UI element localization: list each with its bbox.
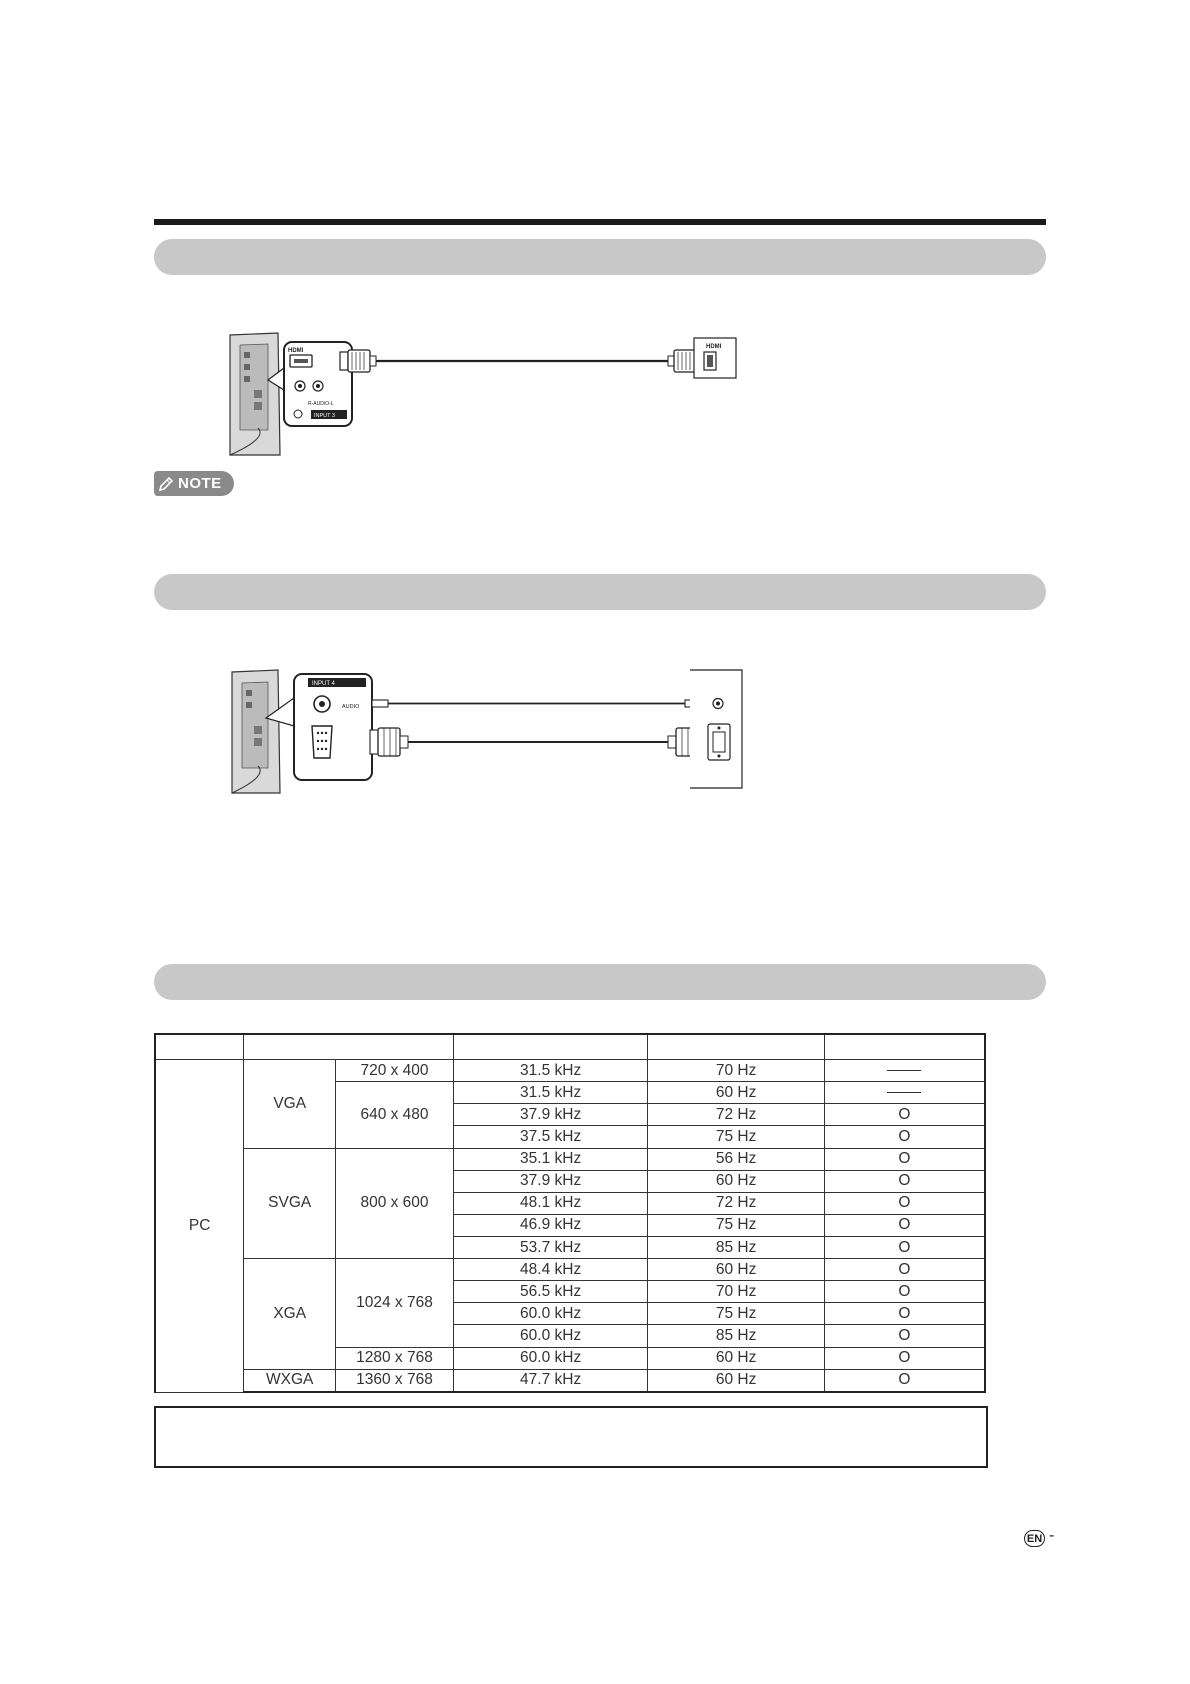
hdmi-connection-diagram [228, 330, 748, 460]
resolution-cell: 640 x 480 [336, 1082, 454, 1148]
heading-rule [154, 219, 1046, 225]
mark-cell: O [824, 1325, 985, 1347]
mark-cell [824, 1060, 985, 1082]
v-freq-cell: 85 Hz [648, 1325, 825, 1347]
h-freq-cell: 46.9 kHz [453, 1214, 647, 1236]
v-freq-cell: 75 Hz [648, 1303, 825, 1325]
h-freq-cell: 37.9 kHz [453, 1170, 647, 1192]
v-freq-cell: 72 Hz [648, 1192, 825, 1214]
tv-input4-label: INPUT 4 [312, 681, 335, 687]
not-supported-dash [887, 1070, 921, 1071]
h-freq-cell: 31.5 kHz [453, 1060, 647, 1082]
mark-cell: O [824, 1214, 985, 1236]
mark-cell: O [824, 1347, 985, 1369]
mark-cell: O [824, 1126, 985, 1148]
resolution-cell: 720 x 400 [336, 1060, 454, 1082]
tv-input-label: INPUT 3 [314, 413, 335, 419]
tv-back-panel [230, 333, 280, 455]
mark-cell: O [824, 1259, 985, 1281]
h-freq-cell: 60.0 kHz [453, 1303, 647, 1325]
header-cell [453, 1034, 647, 1060]
v-freq-cell: 85 Hz [648, 1237, 825, 1259]
h-freq-cell: 31.5 kHz [453, 1082, 647, 1104]
resolution-cell: 1360 x 768 [336, 1369, 454, 1392]
table-row [155, 1259, 985, 1281]
mark-cell: O [824, 1369, 985, 1392]
v-freq-cell: 70 Hz [648, 1281, 825, 1303]
resolution-cell: 1024 x 768 [336, 1259, 454, 1347]
v-freq-cell: 70 Hz [648, 1060, 825, 1082]
signal-cell: WXGA [244, 1369, 336, 1392]
table-row [155, 1060, 985, 1082]
v-freq-cell: 75 Hz [648, 1126, 825, 1148]
h-freq-cell: 60.0 kHz [453, 1325, 647, 1347]
table-header-row [155, 1034, 985, 1060]
h-freq-cell: 60.0 kHz [453, 1347, 647, 1369]
signal-cell: XGA [244, 1259, 336, 1370]
signal-cell: SVGA [244, 1148, 336, 1259]
v-freq-cell: 60 Hz [648, 1170, 825, 1192]
v-freq-cell: 60 Hz [648, 1259, 825, 1281]
mark-cell: O [824, 1281, 985, 1303]
pc-connection-diagram [230, 668, 750, 798]
v-freq-cell: 60 Hz [648, 1082, 825, 1104]
v-freq-cell: 75 Hz [648, 1214, 825, 1236]
page-number-suffix: - [1049, 1527, 1055, 1544]
tv-audio-label: R-AUDIO-L [308, 401, 334, 407]
mark-cell: O [824, 1104, 985, 1126]
v-freq-cell: 60 Hz [648, 1369, 825, 1392]
hdmi-plug-tv-side [340, 350, 376, 372]
mark-cell: O [824, 1148, 985, 1170]
pc-device-panel [690, 670, 742, 788]
tv-audio-label-pc: AUDIO [342, 704, 360, 710]
tv-hdmi-label: HDMI [288, 348, 304, 354]
language-badge: EN [1024, 1530, 1045, 1547]
hdmi-plug-device-side [668, 350, 696, 372]
header-cell [155, 1034, 244, 1060]
v-freq-cell: 60 Hz [648, 1347, 825, 1369]
h-freq-cell: 56.5 kHz [453, 1281, 647, 1303]
mark-cell: O [824, 1303, 985, 1325]
audio-cable [372, 700, 710, 707]
not-supported-dash [887, 1092, 921, 1093]
h-freq-cell: 47.7 kHz [453, 1369, 647, 1392]
section-band-pc-table [154, 964, 1046, 1000]
table-footnote-box [154, 1406, 988, 1468]
header-cell [244, 1034, 454, 1060]
tv-back-panel-pc [232, 670, 280, 793]
hdmi-device-panel [694, 338, 736, 378]
signal-cell: VGA [244, 1060, 336, 1148]
mark-cell [824, 1082, 985, 1104]
tv-pc-port-zoom-panel [294, 674, 372, 780]
mark-cell: O [824, 1170, 985, 1192]
vga-cable [370, 728, 698, 756]
v-freq-cell: 72 Hz [648, 1104, 825, 1126]
section-band-pc [154, 574, 1046, 610]
pencil-icon [154, 471, 178, 496]
h-freq-cell: 53.7 kHz [453, 1237, 647, 1259]
device-hdmi-label: HDMI [706, 344, 722, 350]
resolution-cell: 1280 x 768 [336, 1347, 454, 1369]
note-label: NOTE [178, 475, 222, 492]
mark-cell: O [824, 1192, 985, 1214]
group-cell: PC [155, 1060, 244, 1392]
table-row [155, 1369, 985, 1392]
mark-cell: O [824, 1237, 985, 1259]
header-cell [648, 1034, 825, 1060]
h-freq-cell: 37.5 kHz [453, 1126, 647, 1148]
resolution-cell: 800 x 600 [336, 1148, 454, 1259]
v-freq-cell: 56 Hz [648, 1148, 825, 1170]
h-freq-cell: 48.4 kHz [453, 1259, 647, 1281]
h-freq-cell: 37.9 kHz [453, 1104, 647, 1126]
section-band-hdmi [154, 239, 1046, 275]
h-freq-cell: 35.1 kHz [453, 1148, 647, 1170]
pc-compatibility-table [154, 1033, 986, 1393]
note-badge [154, 471, 234, 496]
header-cell [824, 1034, 985, 1060]
table-row [155, 1148, 985, 1170]
h-freq-cell: 48.1 kHz [453, 1192, 647, 1214]
